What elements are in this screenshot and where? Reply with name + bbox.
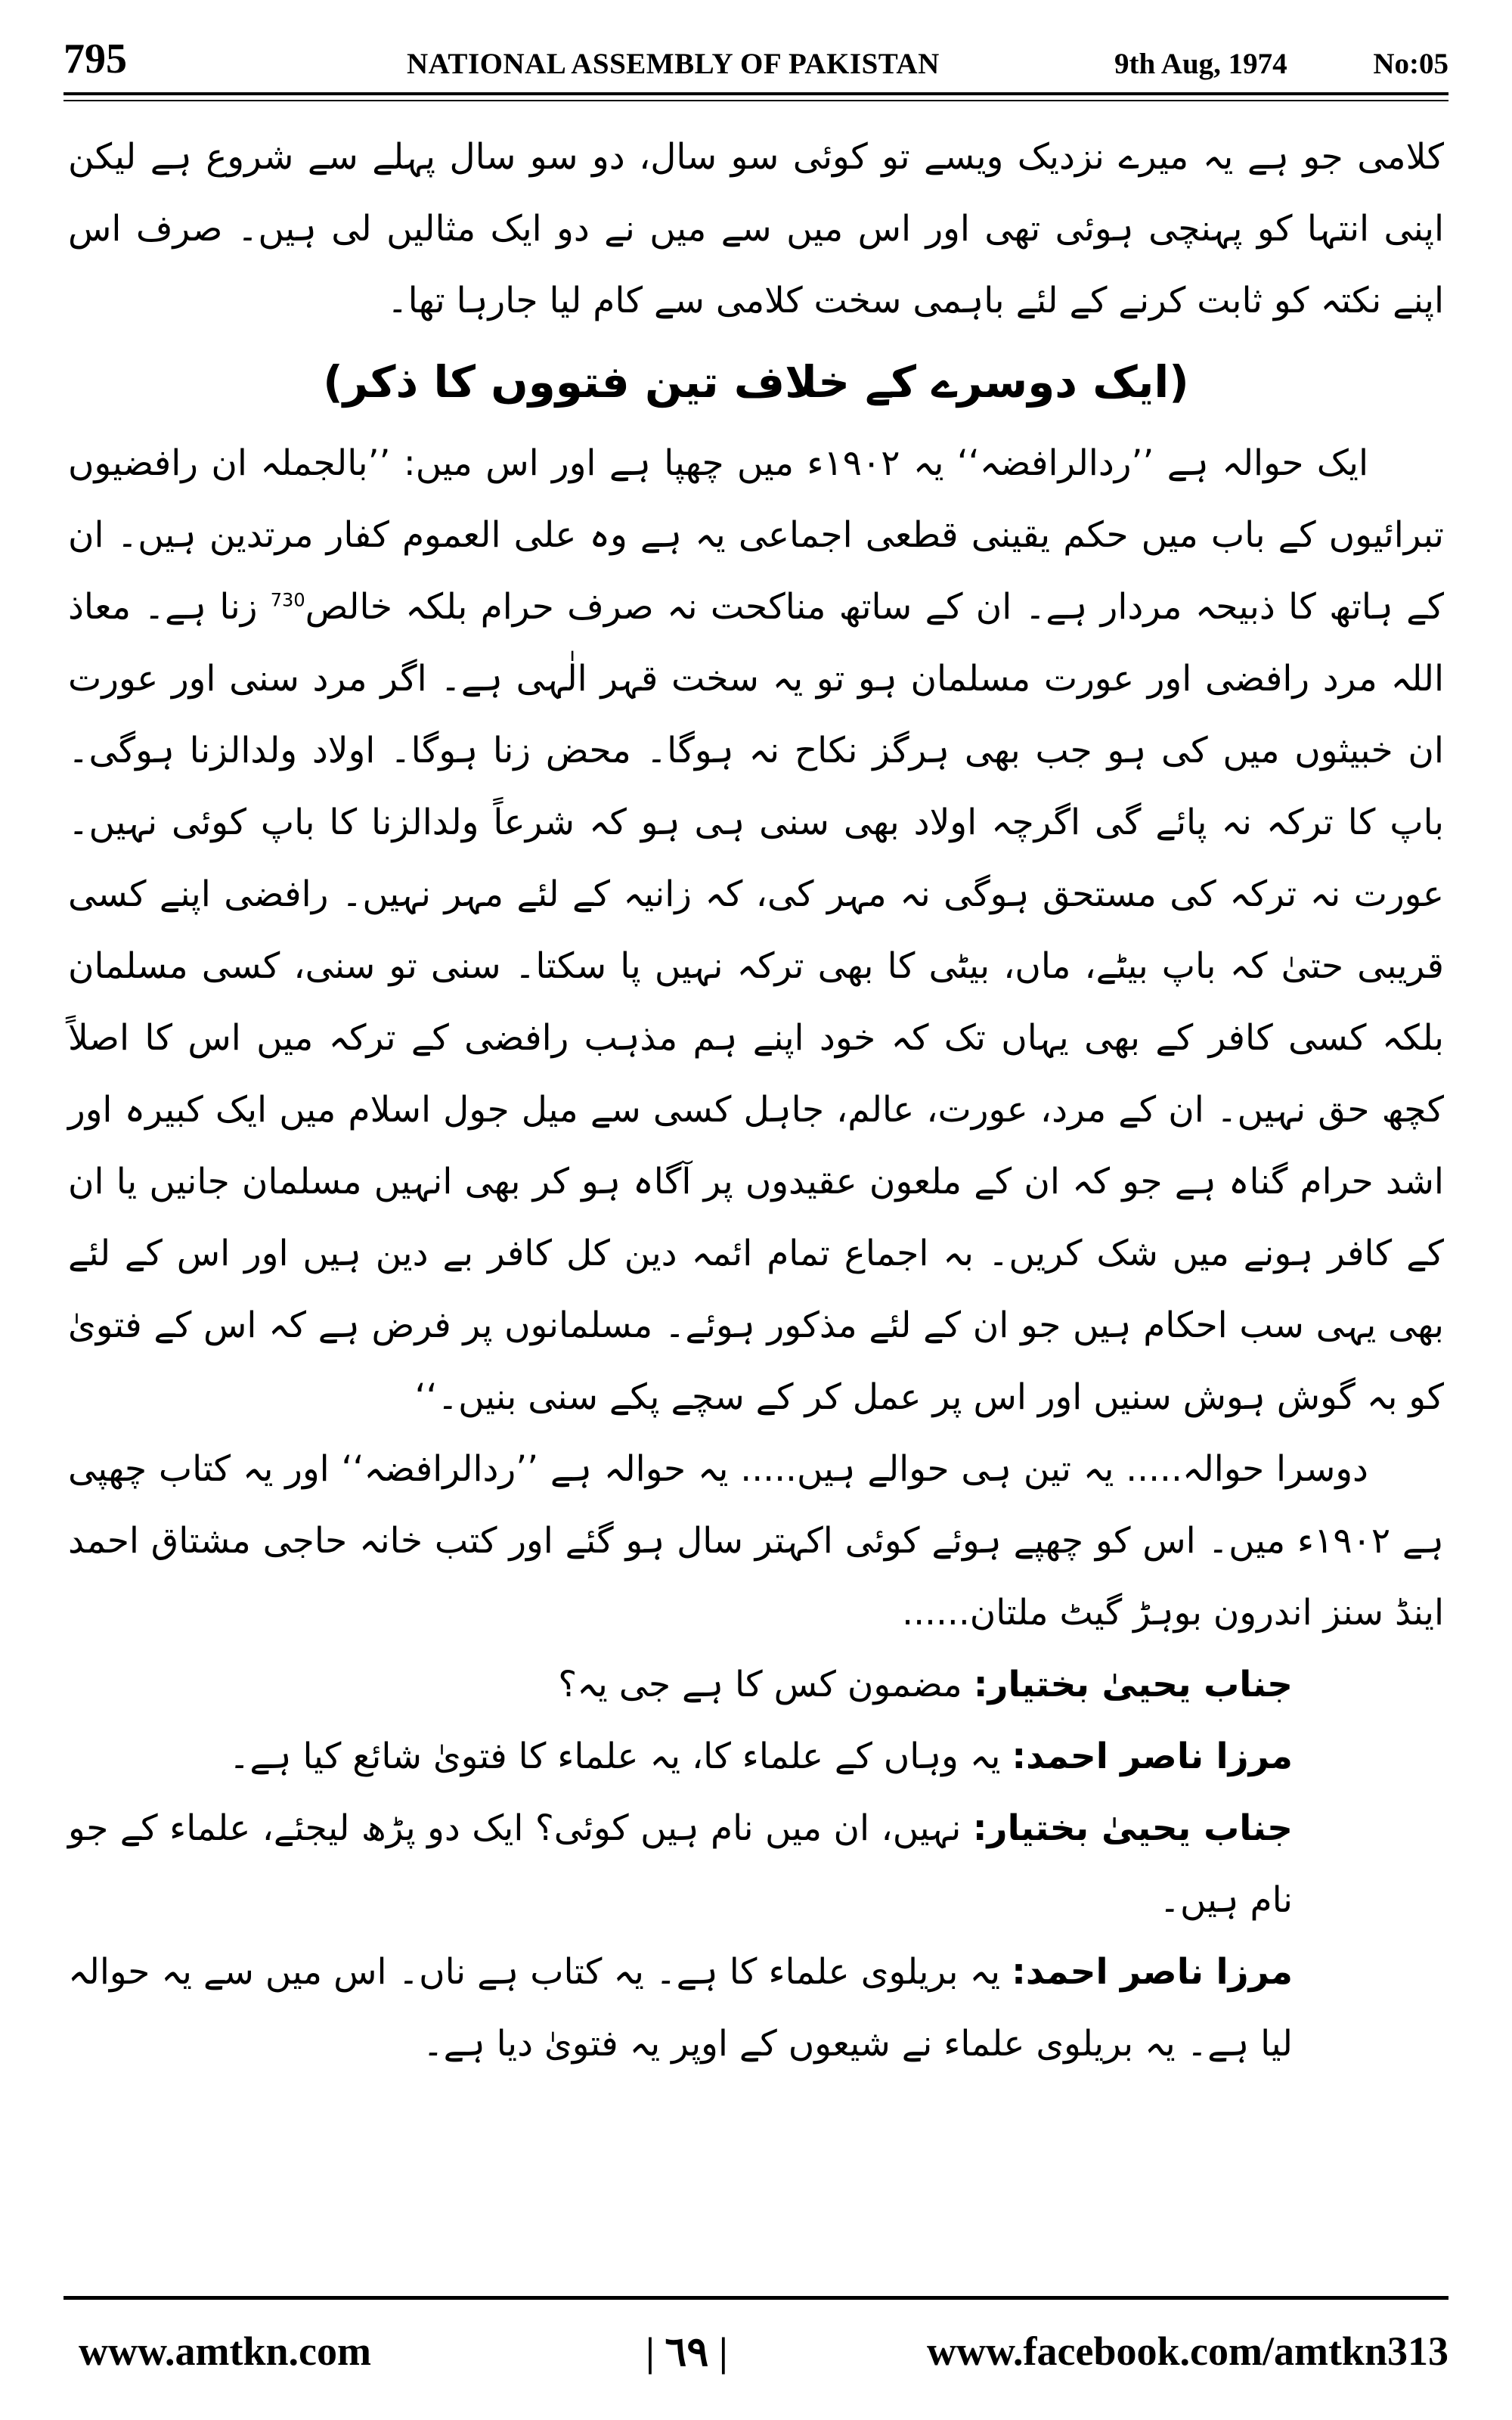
dialogue-line (68, 1936, 1444, 2080)
header-number: No:05 (1373, 48, 1448, 80)
quote-paragraph (68, 427, 1444, 1433)
section-heading: (ایک دوسرے کے خلاف تین فتووں کا ذکر) (323, 356, 1189, 408)
speaker-name: مرزا ناصر احمد: (1012, 1736, 1293, 1777)
speaker-name: مرزا ناصر احمد: (1012, 1951, 1293, 1993)
header-rule-thin (64, 100, 1448, 101)
quote-part-2: زنا ہے۔ معاذ اللہ مرد رافضی اور عورت مسلمان ہو تو یہ سخت قہر الٰہی ہے۔ اگر مرد سنی اور عورت ان خبیثوں میں کی ہو جب بھی ہرگز نکاح نہ ہوگا۔ محض زنا ہوگا۔ اولاد ولدالزنا ہوگی۔ باپ کا ترکہ نہ پائے گی اگرچہ اولاد بھی سنی ہی ہو کہ شرعاً ولدالزنا کا باپ کوئی نہیں۔ عورت نہ ترکہ کی مستحق ہوگی نہ مہر کی، کہ زانیہ کے لئے مہر نہیں۔ رافضی اپنے کسی قریبی حتیٰ کہ باپ بیٹے، ماں، بیٹی کا بھی ترکہ نہیں پا سکتا۔ سنی تو سنی، کسی مسلمان بلکہ کسی کافر کے بھی یہاں تک کہ خود اپنے ہم مذہب رافضی کے ترکہ میں اس کا اصلاً کچھ حق نہیں۔ ان کے مرد، عورت، عالم، جاہل کسی سے میل جول اسلام میں ایک کبیرہ اور اشد حرام گناہ ہے جو کہ ان کے ملعون عقیدوں پر آگاہ ہو کر بھی انہیں مسلمان جانیں یا ان کے کافر ہونے میں شک کریں۔ بہ اجماع تمام ائمہ دین کل کافر بے دین ہیں اور اس کے لئے بھی یہی سب احکام ہیں جو ان کے لئے مذکور ہوئے۔ مسلمانوں پر فرض ہے کہ اس کے فتویٰ کو بہ گوش ہوش سنیں اور اس پر عمل کر کے سچے پکے سنی بنیں۔‘‘ (68, 586, 1444, 1418)
page-number: 795 (64, 36, 127, 82)
dialogue-text: نہیں، ان میں نام ہیں کوئی؟ ایک دو پڑھ لیجئے، علماء کے جو نام ہیں۔ (68, 1807, 1293, 1921)
speaker-name: جناب یحییٰ بختیار: (973, 1664, 1293, 1705)
intro-paragraph: کلامی جو ہے یہ میرے نزدیک ویسے تو کوئی سو سال، دو سو سال پہلے سے شروع ہے لیکن اپنی انتہا کو پہنچی ہوئی تھی اور اس میں سے میں نے دو ایک مثالیں لی ہیں۔ صرف اس اپنے نکتہ کو ثابت کرنے کے لئے باہمی سخت کلامی سے کام لیا جارہا تھا۔ (68, 136, 1444, 321)
dialogue-text: مضمون کس کا ہے جی یہ؟ (558, 1664, 962, 1705)
dialogue-text: یہ وہاں کے علماء کا، یہ علماء کا فتویٰ شائع کیا ہے۔ (228, 1736, 1001, 1777)
page-footer (64, 2322, 1448, 2390)
quote-part-1: ایک حوالہ ہے ’’ردالرافضہ‘‘ یہ ۱۹۰۲ء میں چھپا ہے اور اس میں: ’’بالجملہ ان رافضیوں تبرائیوں کے باب میں حکم یقینی قطعی اجماعی یہ ہے وہ علی العموم کفار مرتدین ہیں۔ ان کے ہاتھ کا ذبیحہ مردار ہے۔ ان کے ساتھ مناکحت نہ صرف حرام بلکہ خالص (68, 442, 1444, 628)
footnote-reference: 730 (270, 589, 305, 611)
footer-website-link[interactable]: www.amtkn.com (79, 2328, 371, 2374)
footer-rule (64, 2296, 1448, 2300)
header-date: 9th Aug, 1974 (1114, 48, 1287, 80)
second-reference-paragraph: دوسرا حوالہ..... یہ تین ہی حوالے ہیں..... یہ حوالہ ہے ’’ردالرافضہ‘‘ اور یہ کتاب چھپی ہے ۱۹۰۲ء میں۔ اس کو چھپے ہوئے کوئی اکہتر سال ہو گئے اور کتب خانہ حاجی مشتاق احمد اینڈ سنز اندرون بوہڑ گیٹ ملتان...... (68, 1448, 1444, 1634)
dialogue-text: یہ بریلوی علماء کا ہے۔ یہ کتاب ہے ناں۔ اس میں سے یہ حوالہ لیا ہے۔ یہ بریلوی علماء نے شیعوں کے اوپر یہ فتویٰ دیا ہے۔ (68, 1951, 1293, 2065)
page-header (64, 30, 1448, 91)
dialogue-line (68, 1792, 1444, 1936)
dialogue-line (68, 1649, 1444, 1720)
footer-facebook-link[interactable]: www.facebook.com/amtkn313 (927, 2328, 1448, 2374)
document-body (68, 121, 1444, 2080)
header-title: NATIONAL ASSEMBLY OF PAKISTAN (407, 48, 940, 80)
dialogue-line (68, 1720, 1444, 1792)
speaker-name: جناب یحییٰ بختیار: (972, 1807, 1294, 1849)
header-rule (64, 92, 1448, 95)
footer-page-marker: | ٦٩ | (646, 2329, 728, 2375)
